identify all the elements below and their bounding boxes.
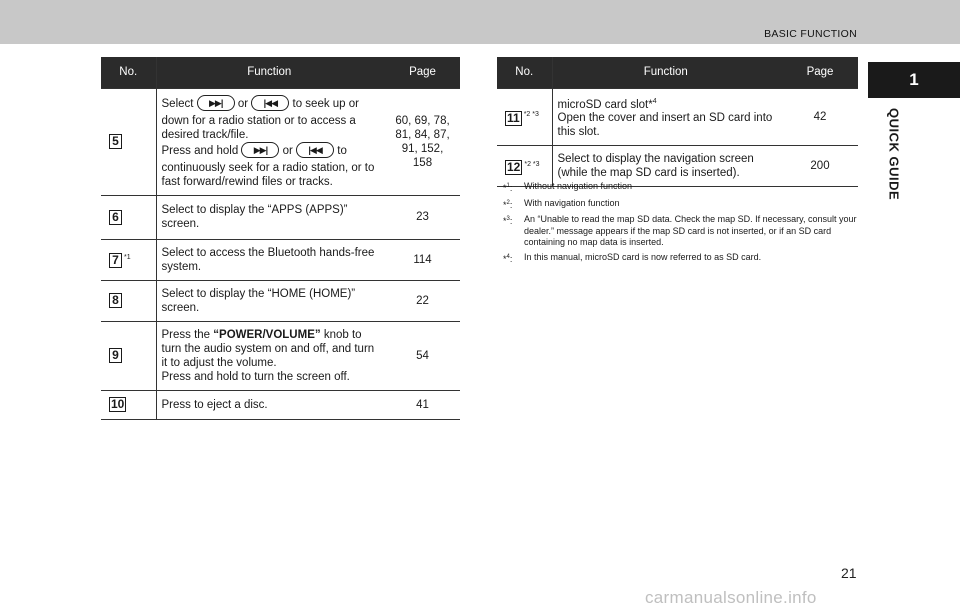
footnote: *$^2$: With navigation function <box>503 197 620 210</box>
item-number: 11 <box>507 110 520 125</box>
function-text: Select to access the Bluetooth hands-free system. <box>156 239 385 280</box>
footnote: *$^3$: An “Unable to read the map SD data. Check the map SD. If necessary, consult your dealer.” message appears if the map SD card is not inserted, or if an SD card containing no map data is inserted. <box>503 214 857 247</box>
function-text: Select to display the “APPS (APPS)” screen. <box>156 195 385 239</box>
knob-name: “POWER/VOLUME” <box>213 328 321 341</box>
table-row <box>101 280 460 321</box>
page-ref: 54 <box>385 321 460 390</box>
section-title: BASIC FUNCTION <box>764 28 857 40</box>
skip-back-icon: |◀◀ <box>296 142 334 158</box>
chapter-tab: 1 <box>868 62 960 98</box>
header-function: Function <box>156 57 385 88</box>
header-page: Page <box>385 57 460 88</box>
footnote: *$^1$: Without navigation function <box>503 181 633 193</box>
item-number: 6 <box>109 210 122 225</box>
header-no: No. <box>101 57 156 88</box>
table-row <box>101 239 460 280</box>
skip-forward-icon: ▶▶| <box>241 142 279 158</box>
page-ref: 23 <box>385 195 460 239</box>
chapter-title: QUICK GUIDE <box>886 108 902 201</box>
table-row <box>101 195 460 239</box>
item-number: 7 <box>109 253 122 268</box>
item-number: 10 <box>111 397 125 411</box>
item-number: 9 <box>109 348 122 363</box>
table-row: 11 $^{*2 *3}$ microSD card slot*$^4$ Open the cover and insert an SD card into this slot. 42 <box>497 88 858 146</box>
item-number: 8 <box>109 293 122 308</box>
footnote: *$^4$: In this manual, microSD card is now referred to as SD card. <box>503 251 762 264</box>
page-number: 21 <box>841 565 857 581</box>
item-number: 5 <box>109 134 122 149</box>
page-ref: 22 <box>385 280 460 321</box>
page-ref: 60, 69, 78, 81, 84, 87, 91, 152, 158 <box>385 88 460 195</box>
header-function: Function <box>552 57 782 88</box>
table-row <box>101 390 460 419</box>
function-table-right <box>497 57 858 187</box>
skip-back-icon: |◀◀ <box>251 95 289 111</box>
function-table-left <box>101 57 460 420</box>
function-text: Select to display the “HOME (HOME)” screen. <box>156 280 385 321</box>
page-ref: 114 <box>385 239 460 280</box>
header-page: Page <box>782 57 858 88</box>
table-row: 5 Select ▶▶| or |◀◀ to seek up or down for a radio station or to access a desired track/file. Press and hold ▶▶| or |◀◀ to continuously seek for a radio station, or to fast forward/rewind files or tracks. 60, 69, 78, 81, 84, 87, 91, 152, 158 <box>101 88 460 195</box>
footnote-ref: *1 <box>124 253 131 261</box>
page-ref: 42 <box>782 88 858 146</box>
footnotes <box>503 181 863 268</box>
footnote-ref: *2 *3 <box>524 160 540 168</box>
footnote-ref: *2 *3 <box>523 111 539 119</box>
function-text: Press to eject a disc. <box>156 390 385 419</box>
skip-forward-icon: ▶▶| <box>197 95 235 111</box>
watermark: carmanualsonline.info <box>645 588 817 607</box>
table-row: 9 Press the “POWER/VOLUME” knob to turn the audio system on and off, and turn it to adjust the volume. Press and hold to turn the screen off. 54 <box>101 321 460 390</box>
item-number: 12 <box>507 159 521 174</box>
page-ref: 200 <box>782 146 858 187</box>
page-ref: 41 <box>385 390 460 419</box>
function-text: Select to display the navigation screen (while the map SD card is inserted). <box>552 146 782 187</box>
header-no: No. <box>497 57 552 88</box>
